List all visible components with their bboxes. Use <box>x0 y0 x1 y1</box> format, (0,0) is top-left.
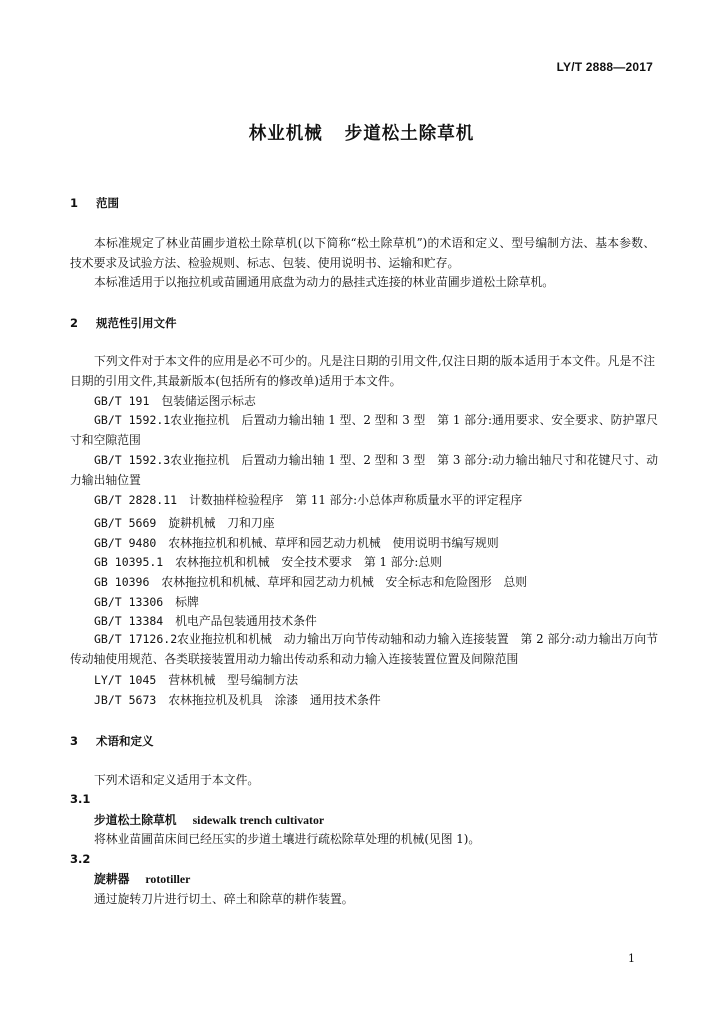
term-number: 3.1 <box>70 792 91 806</box>
ref-code: JB/T 5673 <box>94 693 157 707</box>
section-2-heading <box>70 315 177 331</box>
ref-code: GB/T 5669 <box>94 516 157 530</box>
page-number: 1 <box>628 952 635 965</box>
ref-item <box>70 451 658 490</box>
ref-title: 农林拖拉机和机械、草坪和园艺动力机械 安全标志和危险图形 总则 <box>161 575 528 589</box>
section-number: 1 <box>70 196 79 210</box>
ref-title: 标牌 <box>175 595 199 609</box>
terms-intro: 下列术语和定义适用于本文件。 <box>94 773 260 787</box>
term-heading <box>94 811 324 828</box>
ref-code: GB/T 13306 <box>94 595 164 609</box>
ref-title: 营林机械 型号编制方法 <box>168 673 299 687</box>
section-1-heading <box>70 195 119 211</box>
ref-item <box>94 612 317 629</box>
scope-paragraph-2: 本标准适用于以拖拉机或苗圃通用底盘为动力的悬挂式连接的林业苗圃步道松土除草机。 <box>94 275 555 289</box>
ref-code: GB/T 191 <box>94 394 150 408</box>
section-3-heading <box>70 733 154 749</box>
ref-code: GB 10396 <box>94 575 150 589</box>
section-number: 2 <box>70 316 79 330</box>
ref-code: GB/T 17126.2 <box>94 632 178 646</box>
ref-item <box>70 411 658 450</box>
ref-code: GB/T 9480 <box>94 536 157 550</box>
ref-title: 机电产品包装通用技术条件 <box>175 614 317 628</box>
ref-item <box>94 573 527 590</box>
ref-code: GB/T 2828.11 <box>94 493 178 507</box>
document-title <box>0 120 723 145</box>
term-en: rototiller <box>145 872 191 886</box>
ref-item <box>94 593 199 610</box>
ref-item <box>94 491 522 508</box>
section-title: 术语和定义 <box>96 734 154 748</box>
ref-item <box>70 630 658 669</box>
section-number: 3 <box>70 734 79 748</box>
section-title: 范围 <box>96 196 119 210</box>
standard-number: LY/T 2888—2017 <box>556 60 653 74</box>
term-heading <box>94 870 190 887</box>
refs-intro: 下列文件对于本文件的应用是必不可少的。凡是注日期的引用文件,仅注日期的版本适用于本文件。凡是不注日期的引用文件,其最新版本(包括所有的修改单)适用于本文件。 <box>70 354 655 388</box>
ref-item <box>94 691 381 708</box>
ref-title: 农林拖拉机和机械、草坪和园艺动力机械 使用说明书编写规则 <box>168 536 499 550</box>
ref-code: GB/T 13384 <box>94 614 164 628</box>
ref-title: 包装储运图示标志 <box>161 394 256 408</box>
ref-title: 计数抽样检验程序 第 11 部分:小总体声称质量水平的评定程序 <box>189 493 523 507</box>
term-en: sidewalk trench cultivator <box>192 813 325 827</box>
term-zh: 旋耕器 <box>94 872 130 886</box>
ref-title: 农业拖拉机和机械 动力输出万向节传动轴和动力输入连接装置 第 2 部分:动力输出万向节传动轴使用规范、各类联接装置用动力输出传动系和动力输入连接装置位置及间隙范围 <box>70 632 659 666</box>
ref-item <box>94 553 442 570</box>
ref-item <box>94 534 499 551</box>
ref-item <box>94 671 298 688</box>
ref-code: GB/T 1592.3 <box>94 453 171 467</box>
ref-code: GB 10395.1 <box>94 555 164 569</box>
title-part-1: 林业机械 <box>248 124 323 144</box>
scope-paragraph-1: 本标准规定了林业苗圃步道松土除草机(以下简称“松土除草机”)的术语和定义、型号编制方法、基本参数、技术要求及试验方法、检验规则、标志、包装、使用说明书、运输和贮存。 <box>70 236 655 270</box>
ref-title: 农业拖拉机 后置动力输出轴 1 型、2 型和 3 型 第 3 部分:动力输出轴尺寸和花键尺寸、动力输出轴位置 <box>70 453 658 487</box>
section-title: 规范性引用文件 <box>96 316 177 330</box>
ref-code: GB/T 1592.1 <box>94 413 171 427</box>
term-zh: 步道松土除草机 <box>94 813 177 827</box>
ref-title: 旋耕机械 刀和刀座 <box>168 516 275 530</box>
title-part-2: 步道松土除草机 <box>344 124 475 144</box>
ref-item <box>94 514 275 531</box>
term-number: 3.2 <box>70 852 91 866</box>
ref-title: 农林拖拉机和机械 安全技术要求 第 1 部分:总则 <box>175 555 442 569</box>
term-definition: 通过旋转刀片进行切土、碎土和除草的耕作装置。 <box>94 892 354 906</box>
ref-title: 农业拖拉机 后置动力输出轴 1 型、2 型和 3 型 第 1 部分:通用要求、安全要求、防护罩尺寸和空隙范围 <box>70 413 658 447</box>
term-definition: 将林业苗圃苗床间已经压实的步道土壤进行疏松除草处理的机械(见图 1)。 <box>94 832 481 846</box>
ref-code: LY/T 1045 <box>94 673 157 687</box>
ref-title: 农林拖拉机及机具 涂漆 通用技术条件 <box>168 693 381 707</box>
ref-item <box>94 392 256 409</box>
